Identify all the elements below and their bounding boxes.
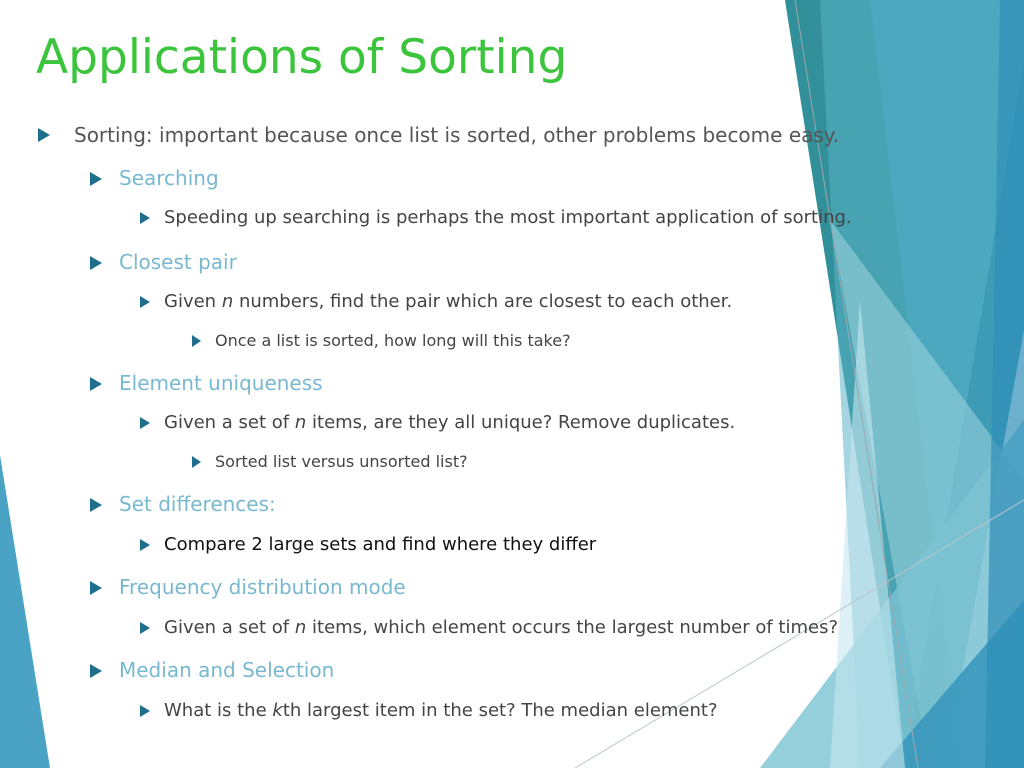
bullet-text: Sorted list versus unsorted list? [215, 452, 468, 471]
bullet-text: Searching [119, 166, 219, 190]
bullet-text: Element uniqueness [119, 371, 323, 395]
bullet-text: Set differences: [119, 492, 276, 516]
triangle-bullet-icon [192, 456, 201, 468]
triangle-bullet-icon [140, 417, 150, 429]
bullet-text: What is the kth largest item in the set? The median element? [164, 700, 718, 721]
bullet-text: Frequency distribution mode [119, 575, 406, 599]
triangle-bullet-icon [90, 664, 102, 678]
triangle-bullet-icon [140, 622, 150, 634]
triangle-bullet-icon [90, 377, 102, 391]
slide-title: Applications of Sorting [36, 30, 568, 85]
triangle-bullet-icon [90, 172, 102, 186]
bullet-text: Closest pair [119, 250, 237, 274]
triangle-bullet-icon [90, 498, 102, 512]
bullet-text: Speeding up searching is perhaps the most important application of sorting. [164, 207, 852, 228]
triangle-bullet-icon [140, 212, 150, 224]
triangle-bullet-icon [140, 705, 150, 717]
triangle-bullet-icon [90, 256, 102, 270]
bullet-text: Given n numbers, find the pair which are closest to each other. [164, 291, 733, 312]
triangle-bullet-icon [38, 128, 50, 142]
triangle-bullet-icon [140, 296, 150, 308]
bullet-text: Given a set of n items, which element occurs the largest number of times? [164, 617, 838, 638]
bullet-text: Compare 2 large sets and find where they differ [164, 534, 597, 555]
triangle-bullet-icon [140, 539, 150, 551]
triangle-bullet-icon [90, 581, 102, 595]
bullet-text: Given a set of n items, are they all unique? Remove duplicates. [164, 412, 736, 433]
bullet-text: Median and Selection [119, 658, 335, 682]
bullet-text: Sorting: important because once list is sorted, other problems become easy. [74, 123, 840, 147]
triangle-bullet-icon [192, 335, 201, 347]
bullet-text: Once a list is sorted, how long will this take? [215, 331, 571, 350]
